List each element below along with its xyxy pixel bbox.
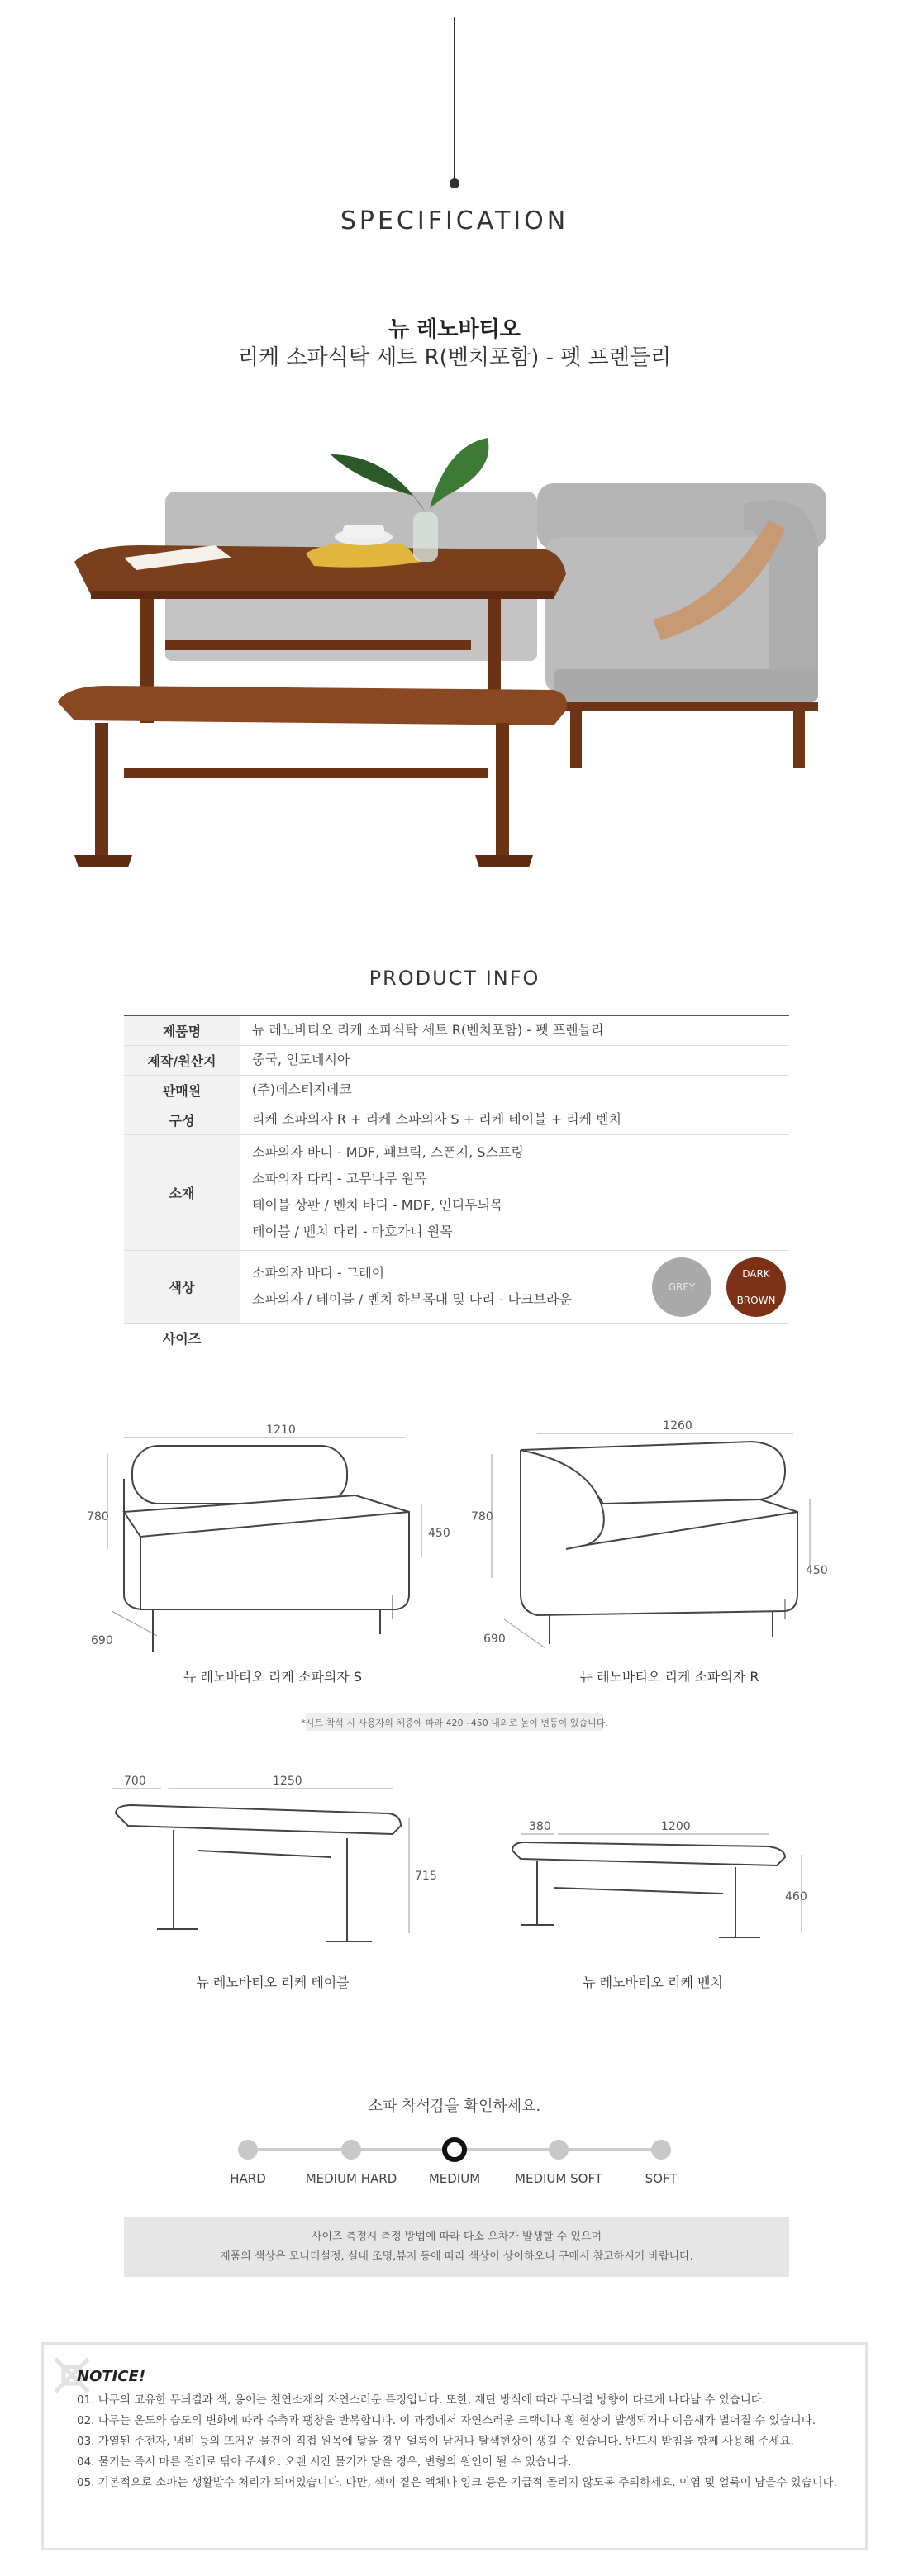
notice-box <box>41 2342 868 2550</box>
dim-bench-depth: 380 <box>529 1820 551 1833</box>
decorative-vertical-line <box>454 17 455 182</box>
dim-sofa-r-depth: 690 <box>483 1633 506 1646</box>
notice-item: 05. 기본적으로 소파는 생활발수 처리가 되어있습니다. 다만, 색이 짙은 액체나 잉크 등은 기급적 몰리지 않도록 주의하세요. 이염 및 얼룩이 남을수 있습니다. <box>77 2476 837 2489</box>
dim-sofa-r-width: 1260 <box>663 1419 692 1433</box>
notice-item: 01. 나무의 고유한 무늬결과 색, 옹이는 천연소재의 자연스러운 특징입니다. 또한, 재단 방식에 따라 무늬결 방향이 다르게 나타날 수 있습니다. <box>77 2393 766 2407</box>
info-label: 색상 <box>124 1250 240 1323</box>
firmness-label: MEDIUM HARD <box>305 2171 397 2186</box>
dim-table-width: 1250 <box>273 1775 302 1788</box>
dim-sofa-s-depth: 690 <box>91 1634 113 1647</box>
info-row-seller <box>124 1075 789 1105</box>
notice-item: 04. 물기는 즉시 마른 걸레로 닦아 주세요. 오랜 시간 물기가 닿을 경우, 변형의 원인이 될 수 있습니다. <box>77 2455 572 2469</box>
product-info-title: PRODUCT INFO <box>369 967 540 990</box>
firmness-label: MEDIUM <box>428 2171 481 2186</box>
firmness-dot-medium-hard <box>341 2140 361 2160</box>
bench-drawing <box>512 1834 802 1937</box>
info-value <box>240 1323 789 1352</box>
info-value: 중국, 인도네시아 <box>240 1045 789 1075</box>
notice-item: 03. 가열된 주전자, 냄비 등의 뜨거운 물건이 직접 원목에 닿을 경우 얼룩이 남거나 탈색현상이 생길 수 있습니다. 반드시 받침을 함께 사용해 주세요. <box>77 2435 794 2448</box>
info-value: 소파의자 바디 - 그레이 소파의자 / 테이블 / 벤치 하부목대 및 다리 - 다크브라운 GREY DARK BROWN <box>240 1250 789 1323</box>
bench-illustration <box>58 686 567 867</box>
sofa-s-drawing <box>107 1438 421 1652</box>
color-swatch-grey: GREY <box>652 1257 711 1317</box>
decorative-dot <box>450 178 459 188</box>
info-value: 뉴 레노바티오 리케 소파식탁 세트 R(벤치포함) - 펫 프렌들리 <box>240 1015 789 1045</box>
dim-sofa-s-width: 1210 <box>266 1423 296 1437</box>
info-row-color <box>124 1250 789 1323</box>
brand-name: 뉴 레노바티오 <box>388 317 521 342</box>
info-row-size <box>124 1323 789 1352</box>
info-row-composition <box>124 1105 789 1134</box>
info-label: 제품명 <box>124 1015 240 1045</box>
caption-sofa-s: 뉴 레노바티오 리케 소파의자 S <box>183 1669 362 1685</box>
info-label: 제작/원산지 <box>124 1045 240 1075</box>
sofa-r-drawing <box>492 1433 810 1648</box>
firmness-dot-hard <box>238 2140 258 2160</box>
measurement-note-line: 제품의 색상은 모니터설정, 실내 조명,뷰지 등에 따라 색상이 상이하오니 구매시 참고하시기 바랍니다. <box>220 2250 693 2263</box>
dim-sofa-r-height: 780 <box>471 1510 493 1523</box>
firmness-label: HARD <box>230 2171 266 2186</box>
info-row-name <box>124 1015 789 1045</box>
info-label: 소재 <box>124 1134 240 1250</box>
product-name: 리케 소파식탁 세트 R(벤치포함) - 펫 프렌들리 <box>237 345 672 370</box>
sofa-r-illustration <box>537 483 826 768</box>
dim-table-depth: 700 <box>124 1775 146 1788</box>
dimension-drawings <box>87 1419 828 2032</box>
firmness-label: SOFT <box>645 2171 678 2186</box>
info-label: 사이즈 <box>124 1323 240 1352</box>
measurement-note <box>124 2217 789 2277</box>
info-label: 구성 <box>124 1105 240 1134</box>
color-swatch-dark-brown: DARK BROWN <box>726 1257 786 1317</box>
dim-sofa-r-seat: 450 <box>806 1564 828 1577</box>
caption-sofa-r: 뉴 레노바티오 리케 소파의자 R <box>579 1669 759 1685</box>
measurement-note-line: 사이즈 측정시 측정 방법에 따라 다소 오차가 발생할 수 있으며 <box>311 2231 602 2243</box>
info-value: (주)데스티지데코 <box>240 1075 789 1105</box>
dim-sofa-s-height: 780 <box>87 1510 109 1523</box>
notice-item: 02. 나무는 온도와 습도의 변화에 따라 수축과 팽창을 반복합니다. 이 과정에서 자연스러운 크랙이나 휨 현상이 발생되거나 이음새가 벌어질 수 있습니다. <box>77 2414 816 2427</box>
firmness-dot-medium-selected <box>442 2137 467 2162</box>
dim-table-height: 715 <box>415 1870 437 1883</box>
notice-title: NOTICE! <box>77 2368 146 2385</box>
product-photo <box>58 421 851 917</box>
info-value: 리케 소파의자 R + 리케 소파의자 S + 리케 테이블 + 리케 벤치 <box>240 1105 789 1134</box>
product-info-table <box>124 1015 789 1352</box>
info-row-material <box>124 1134 789 1250</box>
firmness-dot-soft <box>651 2140 671 2160</box>
caption-bench: 뉴 레노바티오 리케 벤치 <box>583 1975 723 1990</box>
firmness-label: MEDIUM SOFT <box>515 2171 602 2186</box>
info-label: 판매원 <box>124 1075 240 1105</box>
info-value: 소파의자 바디 - MDF, 패브릭, 스폰지, S스프링 소파의자 다리 - 고무나무 원목 테이블 상판 / 벤치 바디 - MDF, 인디무늬목 테이블 / 벤치 다리 - 마호가니 원목 <box>240 1134 789 1250</box>
caption-table: 뉴 레노바티오 리케 테이블 <box>196 1975 350 1990</box>
seat-height-note: *시트 착석 시 사용자의 체중에 따라 420~450 내외로 높이 변동이 있습니다. <box>301 1718 608 1728</box>
info-row-origin <box>124 1045 789 1075</box>
table-drawing <box>112 1789 409 1942</box>
firmness-dot-medium-soft <box>549 2140 569 2160</box>
firmness-title: 소파 착석감을 확인하세요. <box>368 2098 541 2115</box>
dim-bench-width: 1200 <box>661 1820 691 1833</box>
dim-bench-height: 460 <box>785 1890 807 1903</box>
section-title: SPECIFICATION <box>340 207 569 235</box>
dim-sofa-s-seat: 450 <box>428 1527 450 1540</box>
